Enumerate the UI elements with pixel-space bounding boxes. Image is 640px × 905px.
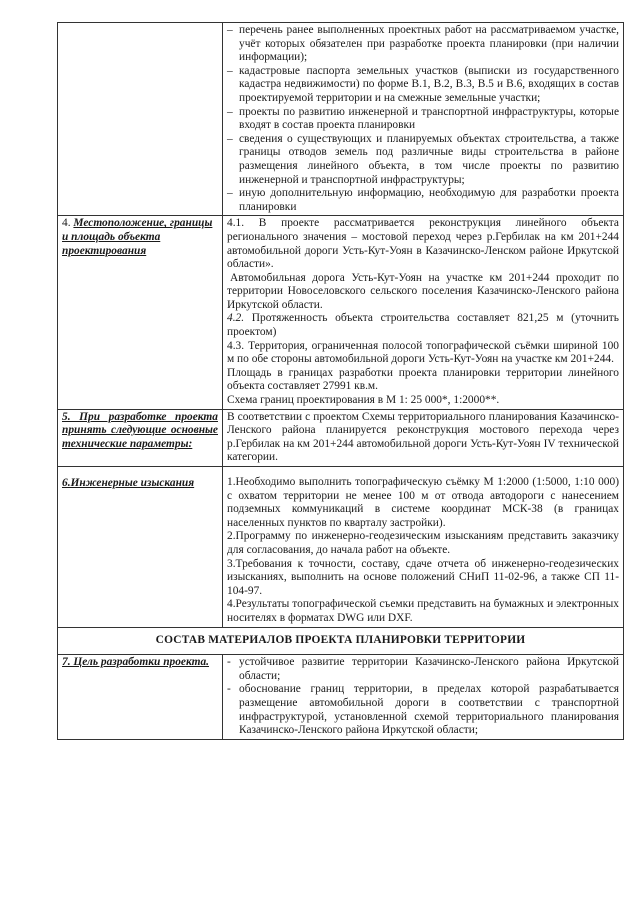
row5-text: В соответствии с проектом Схемы территориального планирования Казачинско-Ленского района планируется реконструкция мостового перехода через р.Гербилак на км 201+244 автомобильной дороги Усть-Кут-Уоян IV технической категории. [227, 410, 619, 464]
row6-p2: 2.Программу по инженерно-геодезическим изысканиям представить заказчику для согласования, до начала работ на объекте. [227, 530, 619, 556]
list-item: – проекты по развитию инженерной и транспортной инфраструктуры, которые входят в состав проекта планировки [227, 105, 619, 132]
row7-label: 7. Цель разработки проекта. [62, 656, 209, 669]
row4-label-cell [58, 216, 223, 409]
row4-p5: Площадь в границах разработки проекта планировки территории линейного объекта составляет 27991 кв.м. [227, 366, 619, 393]
row5-content-cell [223, 409, 624, 466]
list-item: - обоснование границ территории, в пределах которой разрабатывается размещение автомобильной дороги в соответствии с транспортной инфраструктурой, установленной схемой территориального планирования Казачинско-Ленского района Иркутской области; [227, 683, 619, 737]
list-item: – иную дополнительную информацию, необходимую для разработки проекта планировки [227, 187, 619, 213]
row3-content-cell [223, 23, 624, 216]
list-item: - устойчивое развитие территории Казачинско-Ленского района Иркутской области; [227, 656, 619, 682]
table-row [58, 409, 624, 466]
list-item: – кадастровые паспорта земельных участков (выписки из государственного кадастра недвижимости) по форме В.1, В.2, В.3, В.5 и В.6, входящих в состав проектируемой территории и на смежные земельные участки; [227, 64, 619, 104]
row4-p4: 4.3. Территория, ограниченная полосой топографической съёмки шириной 100 м по обе стороны автомобильной дороги Усть-Кут-Уоян на участке км 201+244. [227, 339, 619, 366]
row3-label-cell [58, 23, 223, 216]
row6-label-cell [58, 467, 223, 628]
row5-label-cell [58, 409, 223, 466]
row7-label-cell [58, 655, 223, 740]
row7-content-cell [223, 655, 624, 740]
list-item: – перечень ранее выполненных проектных работ на рассматриваемом участке, учёт которых обязателен при разработке проекта планировки (при наличии информации); [227, 24, 619, 64]
row6-p1: 1.Необходимо выполнить топографическую съёмку М 1:2000 (1:5000, 1:10 000) с охватом территории не менее 100 м от отвода автодороги с нанесением подземных коммуникаций в системе координат МСК-38 (в границах населенных пунктов по кварталу застройки). [227, 476, 619, 529]
section-title: СОСТАВ МАТЕРИАЛОВ ПРОЕКТА ПЛАНИРОВКИ ТЕРРИТОРИИ [58, 627, 624, 655]
row5-label: 5. При разработке проекта принять следующие основные технические параметры: [62, 410, 218, 450]
row6-p3: 3.Требования к точности, составу, сдаче отчета об инженерно-геодезических изысканиях, выполнить на основе положений СНиП 11-02-96, а также СП 11-104-97. [227, 557, 619, 597]
table-row [58, 627, 624, 655]
row4-p6: Схема границ проектирования в М 1: 25 000*, 1:2000**. [227, 394, 500, 407]
table-row [58, 467, 624, 628]
row6-label: 6.Инженерные изыскания [62, 477, 195, 489]
list-item: – сведения о существующих и планируемых объектах строительства, а также границы отводов земель под различные виды строительства в районе размещения линейного объекта, в том числе проекты по развитию инженерной и транспортной инфраструктуры; [227, 132, 619, 186]
row6-content-cell [223, 467, 624, 628]
row4-p3: 4.2. Протяженность объекта строительства составляет 821,25 м (уточнить проектом) [227, 312, 619, 339]
row4-p1: 4.1. В проекте рассматривается реконструкция линейного объекта регионального значения – мостовой переход через р.Гербилак на км 201+244 автомобильной дороги Усть-Кут-Уоян в Казачинско-Ленском районе Иркутской области». [227, 217, 619, 271]
row4-p2: Автомобильная дорога Усть-Кут-Уоян на участке км 201+244 проходит по территории Новоселовского сельского поселения Казачинско-Ленского района Иркутской области. [227, 271, 619, 311]
table-row [58, 216, 624, 409]
spec-table [57, 22, 624, 740]
table-row [58, 655, 624, 740]
table-row [58, 23, 624, 216]
row4-content-cell [223, 216, 624, 409]
row4-label-num: 4. [62, 217, 71, 230]
row4-label: Местоположение, границы и площадь объекта проектирования [62, 217, 213, 257]
row6-p4: 4.Результаты топографической съемки представить на бумажных и электронных носителях в форматах DWG или DXF. [227, 598, 619, 624]
